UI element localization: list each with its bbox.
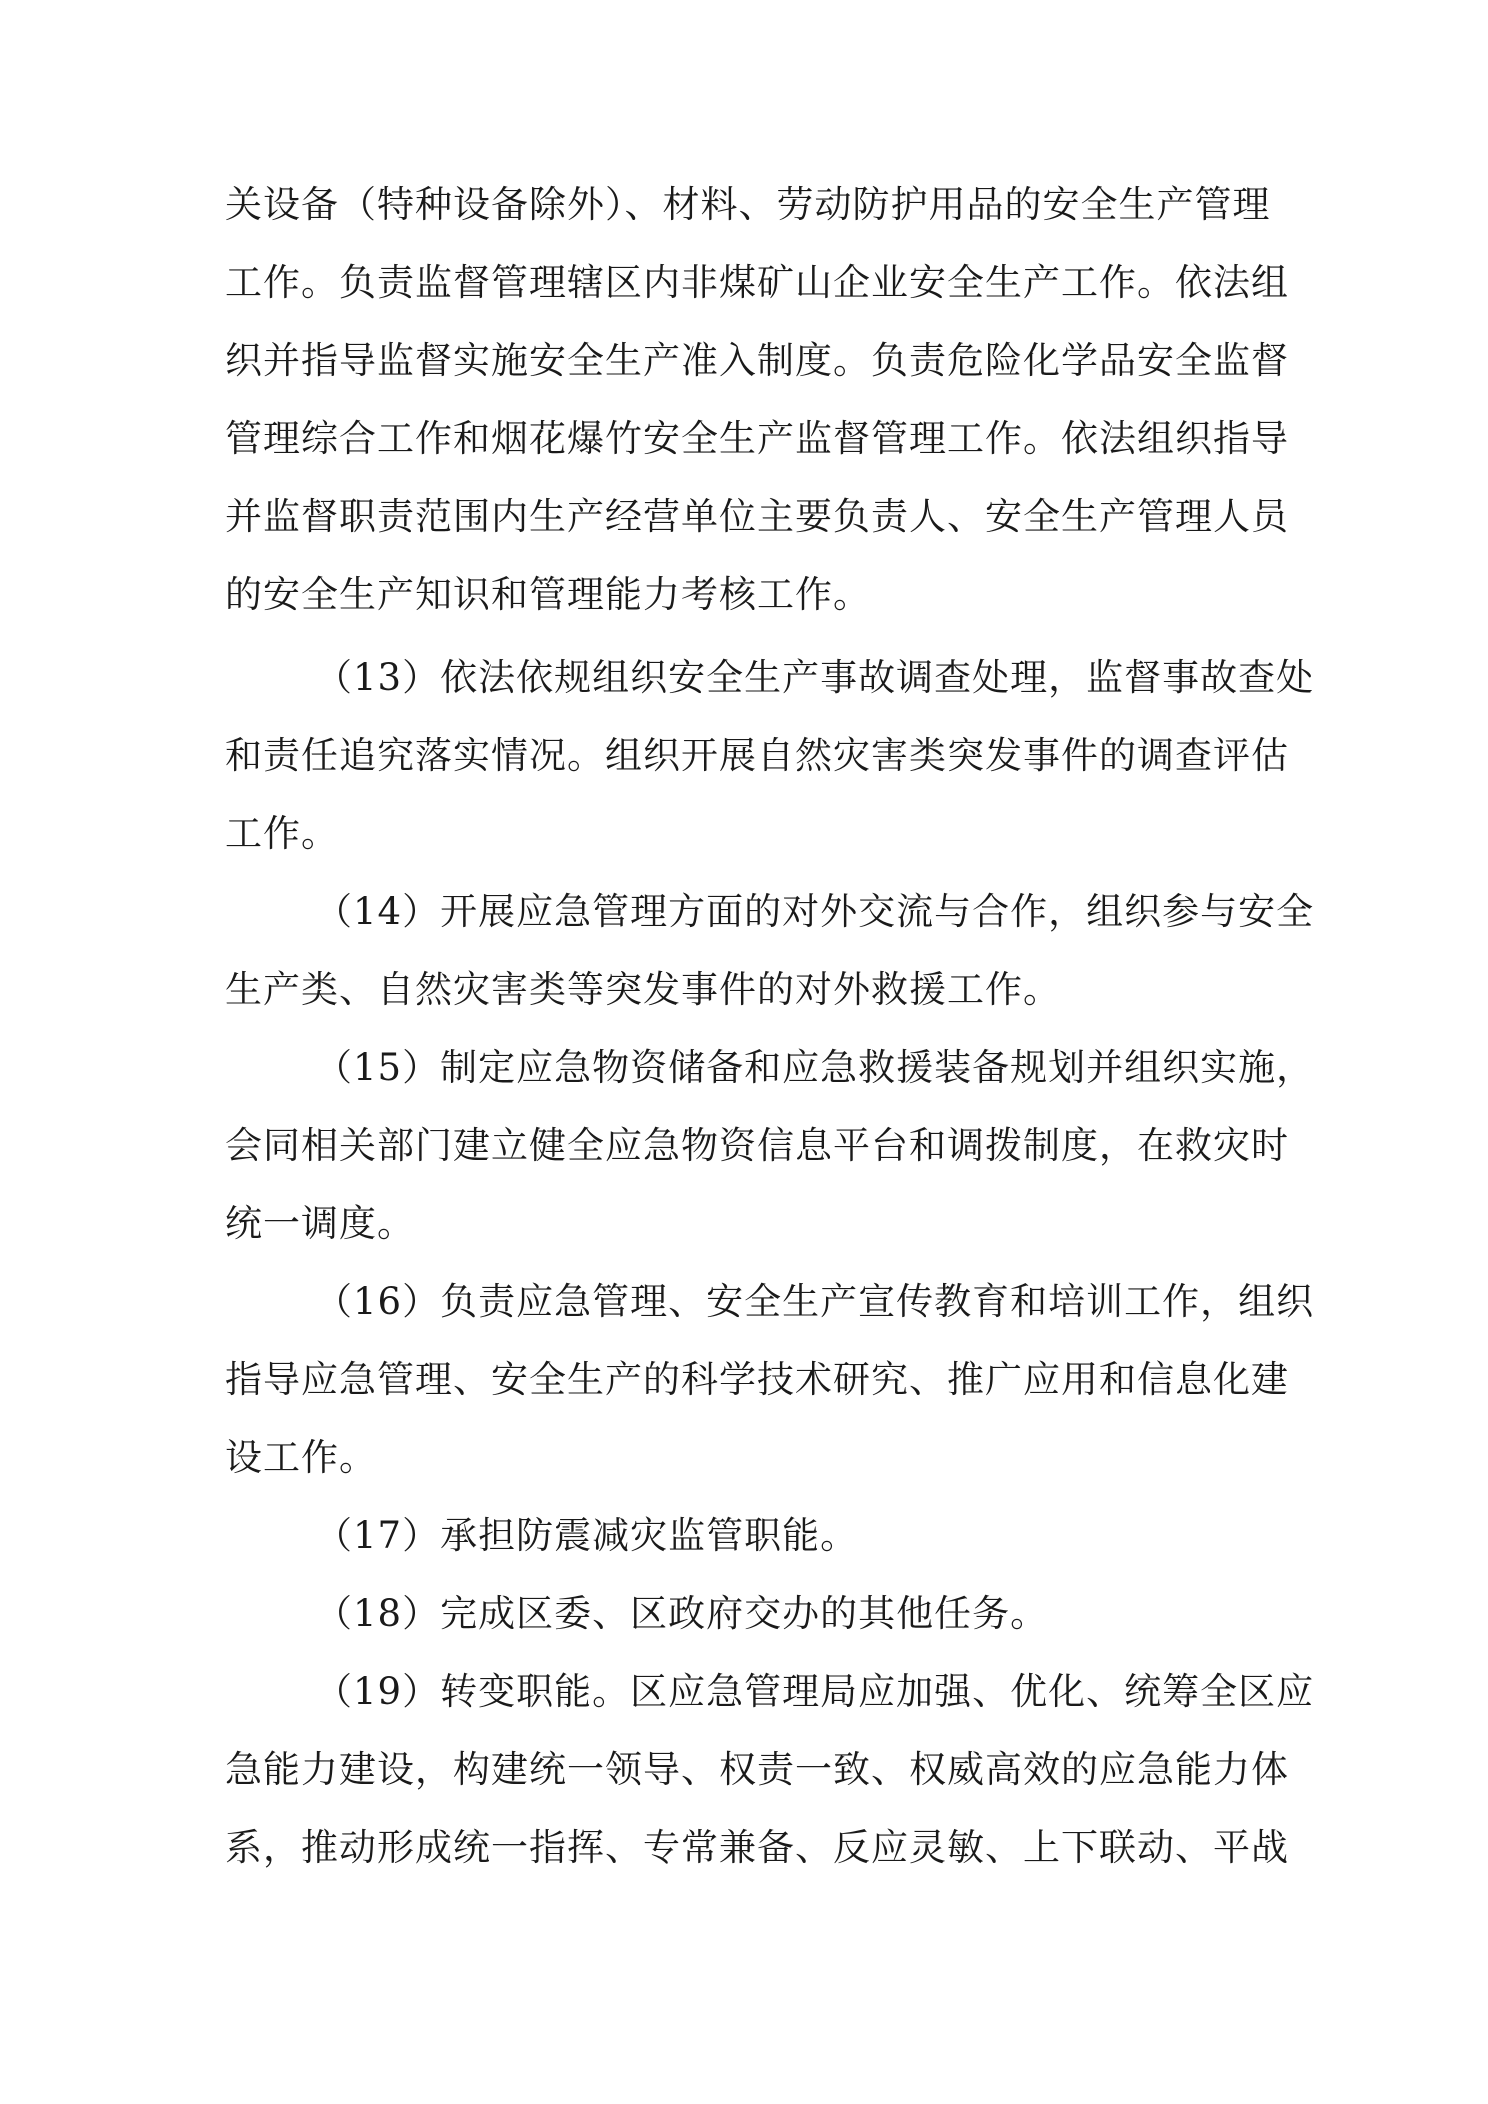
paragraph-start-18: （18）完成区委、区政府交办的其他任务。 — [315, 1592, 1049, 1635]
paragraph-start-14: （14）开展应急管理方面的对外交流与合作，组织参与安全 — [315, 890, 1315, 933]
paragraph-start-16: （16）负责应急管理、安全生产宣传教育和培训工作，组织 — [315, 1280, 1315, 1323]
text-line: 会同相关部门建立健全应急物资信息平台和调拨制度，在救灾时 — [225, 1124, 1289, 1167]
text-line: 统一调度。 — [225, 1202, 415, 1245]
text-line: 设工作。 — [225, 1436, 377, 1479]
text-line: 急能力建设，构建统一领导、权责一致、权威高效的应急能力体 — [225, 1748, 1289, 1791]
paragraph-start-17: （17）承担防震减灾监管职能。 — [315, 1514, 859, 1557]
text-line: 并监督职责范围内生产经营单位主要负责人、安全生产管理人员 — [225, 495, 1289, 538]
text-line: 和责任追究落实情况。组织开展自然灾害类突发事件的调查评估 — [225, 734, 1289, 777]
text-line: 工作。 — [225, 812, 339, 855]
text-line: 系，推动形成统一指挥、专常兼备、反应灵敏、上下联动、平战 — [225, 1826, 1289, 1869]
paragraph-start-19: （19）转变职能。区应急管理局应加强、优化、统筹全区应 — [315, 1670, 1315, 1713]
text-line: 织并指导监督实施安全生产准入制度。负责危险化学品安全监督 — [225, 339, 1289, 382]
text-line: 关设备（特种设备除外）、材料、劳动防护用品的安全生产管理 — [225, 183, 1271, 226]
text-line: 生产类、自然灾害类等突发事件的对外救援工作。 — [225, 968, 1061, 1011]
text-line: 指导应急管理、安全生产的科学技术研究、推广应用和信息化建 — [225, 1358, 1289, 1401]
paragraph-start-15: （15）制定应急物资储备和应急救援装备规划并组织实施， — [315, 1046, 1315, 1089]
paragraph-start-13: （13）依法依规组织安全生产事故调查处理，监督事故查处 — [315, 656, 1315, 699]
text-line: 管理综合工作和烟花爆竹安全生产监督管理工作。依法组织指导 — [225, 417, 1289, 460]
text-line: 工作。负责监督管理辖区内非煤矿山企业安全生产工作。依法组 — [225, 261, 1289, 304]
text-line: 的安全生产知识和管理能力考核工作。 — [225, 573, 871, 616]
